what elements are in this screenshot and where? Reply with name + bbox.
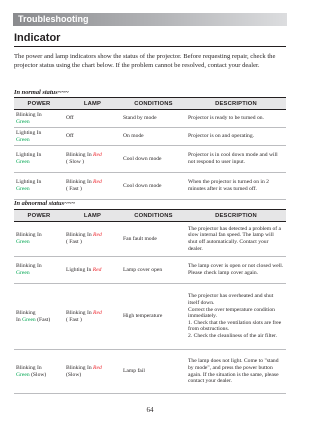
page-number: 64 — [146, 406, 154, 414]
description-cell: The lamp cover is open or not closed well. Please check lamp cover again. — [186, 257, 286, 284]
table-row — [14, 222, 286, 257]
condition-cell: Lamp fail — [121, 350, 186, 394]
table-row — [14, 146, 286, 173]
power-cell: Blinking In Green — [14, 110, 64, 128]
power-cell: Lighting In Green — [14, 173, 64, 200]
normal-status-table — [14, 97, 286, 200]
column-header: CONDITIONS — [121, 210, 186, 222]
power-cell: Lighting In Green — [14, 128, 64, 146]
abnormal-status-subtitle: In abnormal status~~~ — [14, 200, 76, 207]
abnormal-status-table — [14, 209, 286, 394]
normal-status-subtitle: In normal status~~~ — [14, 89, 69, 96]
condition-cell: Stand by mode — [121, 110, 186, 128]
table-header-row — [14, 210, 286, 222]
column-header: POWER — [14, 210, 64, 222]
condition-cell: High temperature — [121, 284, 186, 350]
section-title: Troubleshooting — [18, 14, 89, 24]
lamp-cell: Off — [64, 110, 121, 128]
table-row — [14, 257, 286, 284]
description-cell: The projector has overheated and shut itself down. Correct the over temperature condition immediately. 1. Check that the ventilation slots are free from obstructions. 2. Check the cleanliness of the air filter. — [186, 284, 286, 350]
table-row — [14, 128, 286, 146]
intro-paragraph: The power and lamp indicators show the status of the projector. Before requesting repair, check the projector status using the chart below. If the problem cannot be resolved, contact your dealer. — [14, 53, 276, 69]
description-cell: Projector is ready to be turned on. — [186, 110, 286, 128]
lamp-cell: Blinking In Red ( Fast ) — [64, 222, 121, 257]
table-row — [14, 110, 286, 128]
description-cell: The lamp does not light. Come to "stand by mode", and press the power button again. If the situation is the same, please contact your dealer. — [186, 350, 286, 394]
description-cell: Projector is in cool down mode and will not respond to user input. — [186, 146, 286, 173]
column-header: CONDITIONS — [121, 98, 186, 110]
column-header: DESCRIPTION — [186, 98, 286, 110]
lamp-cell: Off — [64, 128, 121, 146]
column-header: LAMP — [64, 98, 121, 110]
table-row — [14, 173, 286, 200]
table-header-row — [14, 98, 286, 110]
power-cell: Blinking In Green (Fast) — [14, 284, 64, 350]
power-cell: Blinking In Green — [14, 222, 64, 257]
column-header: DESCRIPTION — [186, 210, 286, 222]
condition-cell: Cool down mode — [121, 146, 186, 173]
column-header: LAMP — [64, 210, 121, 222]
page-title: Indicator — [14, 32, 286, 47]
power-cell: Blinking In Green (Slow) — [14, 350, 64, 394]
description-cell: Projector is on and operating. — [186, 128, 286, 146]
lamp-cell: Blinking In Red ( Fast ) — [64, 173, 121, 200]
lamp-cell: Blinking In Red (Slow) — [64, 350, 121, 394]
lamp-cell: Lighting In Red — [64, 257, 121, 284]
condition-cell: On mode — [121, 128, 186, 146]
description-cell: The projector has detected a problem of a slow internal fan speed. The lamp will shut off automatically. Contact your dealer. — [186, 222, 286, 257]
lamp-cell: Blinking In Red ( Slow ) — [64, 146, 121, 173]
column-header: POWER — [14, 98, 64, 110]
section-banner — [13, 13, 287, 26]
power-cell: Blinking In Green — [14, 257, 64, 284]
condition-cell: Cool down mode — [121, 173, 186, 200]
condition-cell: Lamp cover open — [121, 257, 186, 284]
lamp-cell: Blinking In Red ( Fast ) — [64, 284, 121, 350]
condition-cell: Fan fault mode — [121, 222, 186, 257]
description-cell: When the projector is turned on in 2 minutes after it was turned off. — [186, 173, 286, 200]
table-row — [14, 284, 286, 350]
power-cell: Lighting In Green — [14, 146, 64, 173]
table-row — [14, 350, 286, 394]
